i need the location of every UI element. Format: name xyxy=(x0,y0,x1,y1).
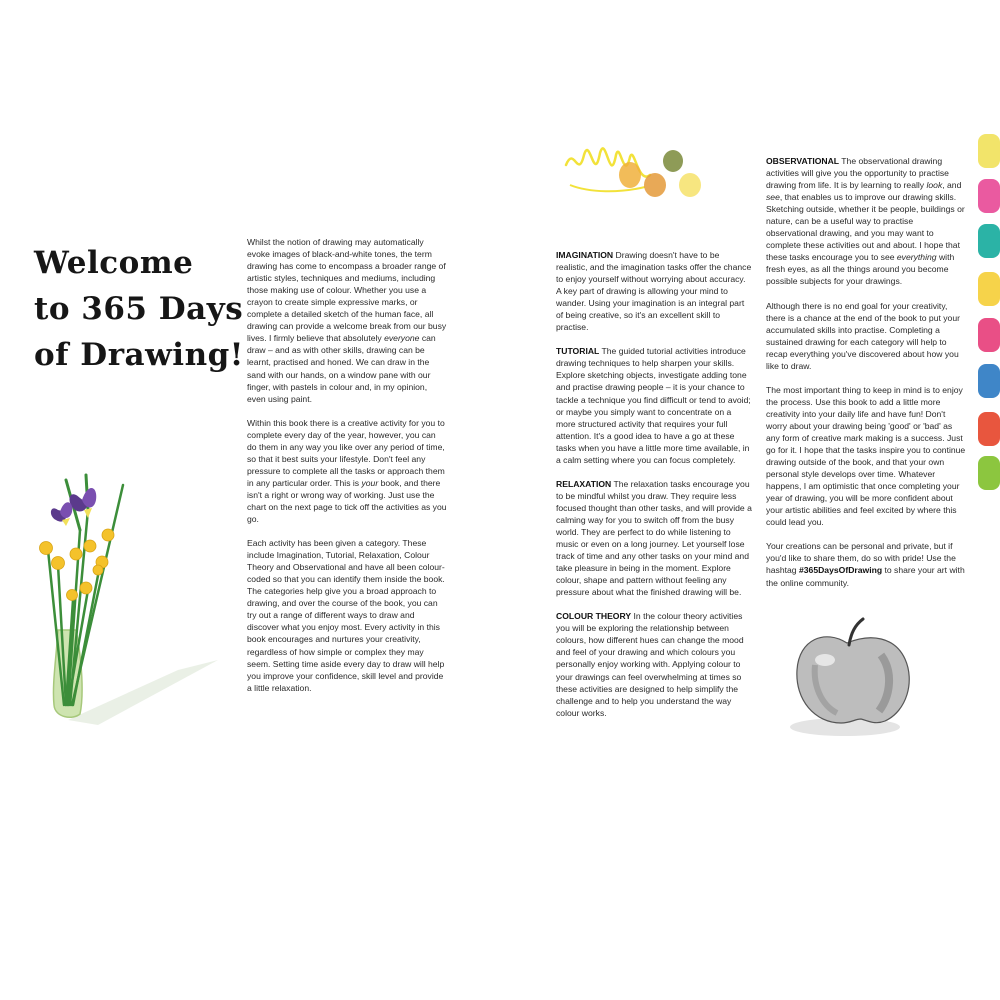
flowers-vase-illustration xyxy=(28,470,228,730)
swatch-7 xyxy=(978,412,1000,446)
swatch-3 xyxy=(978,224,1000,258)
category-colour-theory-label: COLOUR THEORY xyxy=(556,611,632,622)
swatch-4 xyxy=(978,272,1000,306)
apple-sketch-illustration xyxy=(785,615,920,740)
category-colour-theory-text: In the colour theory activities you will be exploring the relationship between colours, how different hues can change the mood and feel of your drawing and which colours you personally enjoy working with. Applying colour to your drawings can feel overwhelming at times so these activities are designed to help simplify the challenge and to help you understand the way colour works. xyxy=(556,611,744,718)
observational-text-2: , and xyxy=(942,180,962,191)
swatch-6 xyxy=(978,364,1000,398)
observational-text-4: with fresh eyes, as all the things around you become possible subjects for your drawings. xyxy=(766,252,955,287)
category-imagination-label: IMAGINATION xyxy=(556,250,614,260)
closing-paragraph-1: Although there is no end goal for your creativity, there is a chance at the end of the book to put your accumulated skills into practise. Completing a sustained drawing for each category will help to recap everything you've discovered about how you like to draw. xyxy=(766,300,960,371)
swatch-2 xyxy=(978,179,1000,213)
intro-column xyxy=(247,236,447,706)
title-line-2: to 365 Days xyxy=(34,291,244,327)
share-text-1: Your creations can be personal and private, but if you'd like to share them, do so with pride! Use the hashtag xyxy=(766,541,956,576)
category-imagination-text: Drawing doesn't have to be realistic, and the imagination tasks offer the chance to enjoy yourself without worrying about accuracy. A key part of drawing is allowing your mind to wander. Using your imagination is an integral part of being creative, so it's an excellent skill to practise. xyxy=(556,250,752,333)
category-tutorial-label: TUTORIAL xyxy=(556,346,600,357)
category-relaxation-label: RELAXATION xyxy=(556,478,612,489)
category-tutorial-text: The guided tutorial activities introduce drawing techniques to help sharpen your skills. Explore sketching objects, investigate adding tone and practise drawing people – it is your chance to tackle a technique you find difficult or tend to avoid; or maybe you simply want to concentrate on a more structured activity that requires your full attention. It's a good idea to have a go at these tasks when you have a little more time available, in a calm setting where you can focus completely. xyxy=(556,346,751,465)
intro-emphasis-your: your xyxy=(361,477,379,488)
swatch-5 xyxy=(978,318,1000,352)
category-colour-theory xyxy=(556,610,752,718)
observational-emphasis-see: see xyxy=(766,192,780,203)
share-paragraph xyxy=(766,540,966,588)
category-observational xyxy=(766,155,966,288)
category-relaxation xyxy=(556,478,752,598)
observational-column xyxy=(766,155,966,601)
observational-emphasis-everything: everything xyxy=(896,252,937,263)
intro-paragraph-1 xyxy=(247,236,447,405)
category-imagination xyxy=(556,249,752,333)
colour-swatch-scribble-illustration xyxy=(560,135,720,215)
categories-column xyxy=(556,249,752,731)
category-observational-label: OBSERVATIONAL xyxy=(766,156,840,166)
intro-paragraph-3 xyxy=(247,537,447,694)
intro-paragraph-2 xyxy=(247,417,447,525)
swatch-8 xyxy=(978,456,1000,490)
category-relaxation-text: The relaxation tasks encourage you to be mindful whilst you draw. They require less focused thought than other tasks, and will provide a calming way for you to switch off from the busy world. They are perfect to do while listening to music or even on a long journey. Let yourself lose track of time and any other tasks on your mind and take pleasure in being in the moment. Explore colour, shape and pattern without feeling any pressure about what the finished drawing will be. xyxy=(556,478,752,598)
category-colour-swatches xyxy=(975,134,1000,504)
observational-text-1: The observational drawing activities will give you the opportunity to practise drawing from life. It is by learning to really xyxy=(766,156,949,191)
category-tutorial xyxy=(556,345,752,465)
share-hashtag: #365DaysOfDrawing xyxy=(798,565,883,576)
observational-text-3: , that enables us to improve our drawing skills. Sketching outside, whether it be people, buildings or nature, can be a useful way to practise observational drawing, and you may want to complete these activities out and about. I hope that these tasks encourage you to see xyxy=(766,192,965,263)
intro-paragraph-1-text-end: can draw – and as with other skills, drawing can be learnt, practised and honed. We can draw in the sand with our hands, on a window pane with our finger, with pastels in colour and, in my opinion, even using paint. xyxy=(247,333,436,404)
observational-emphasis-look: look xyxy=(926,180,943,191)
closing-paragraph-2: The most important thing to keep in mind is to enjoy the process. Use this book to add a little more creativity into your daily life and have fun! Don't worry about your drawing being 'good' or 'bad' as any form of creative mark making is a success. Just go for it. I hope that the tasks inspire you to continue drawing outside of the book, and that your own personal style develops over time. Whatever happens, I am optimistic that once completing your year of drawing, you will be more confident about your artistic abilities and feel excited by where this could lead you. xyxy=(766,384,966,528)
title-line-1: Welcome xyxy=(34,245,194,281)
title-line-3: of Drawing! xyxy=(34,337,244,373)
page-title xyxy=(34,240,244,378)
intro-emphasis-everyone: everyone xyxy=(384,333,420,344)
intro-paragraph-2-text: Within this book there is a creative activity for you to complete every day of the year, however, you can do them in any way you like over any period of time, so that it best suits your lifestyle. Don't feel any pressure to complete all the tasks or approach them in any particular order. This is xyxy=(247,417,445,488)
swatch-1 xyxy=(978,134,1000,168)
intro-paragraph-3-text: Each activity has been given a category. These include Imagination, Tutorial, Relaxation, Colour Theory and Observational and have all been colour-coded so that you can identify them inside the book. The categories help give you a broad approach to drawing, and over the course of the book, you can try out a range of different ways to draw and discover what you enjoy most. Every activity in this book encourages and nurtures your creativity, regardless of how simple or complex they may seem. Setting time aside every day to draw will help you improve your confidence, skill level and provide a little relaxation. xyxy=(247,538,445,693)
share-text-2: to share your art with the online community. xyxy=(766,565,965,588)
intro-paragraph-2-text-end: book, and there isn't a right or wrong way of working. Just use the chart on the next page to tick off the activities as you go. xyxy=(247,477,447,525)
intro-paragraph-1-text: Whilst the notion of drawing may automatically evoke images of black-and-white tones, the term drawing has come to encompass a broader range of artistic styles, techniques and mediums, including those making use of colour. Whether you use a crayon to create simple expressive marks, or complete a detailed sketch of the human face, all drawing can provide a welcome break from our busy lives. I firmly believe that absolutely xyxy=(247,237,447,344)
